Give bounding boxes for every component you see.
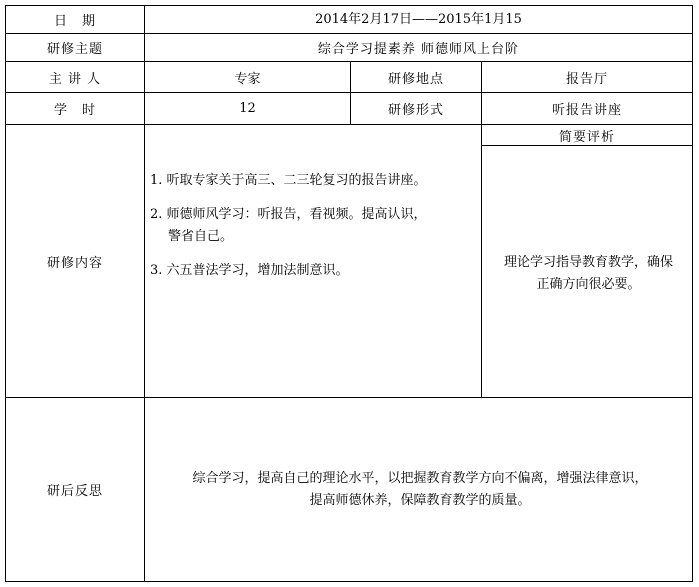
comment-line: 正确方向很必要。	[536, 277, 641, 292]
content-item: 警省自己。	[168, 229, 234, 244]
reflection-line: 提高师德休养，保障教育教学的质量。	[309, 493, 531, 508]
hours-label: 学 时	[53, 103, 96, 118]
comment-line: 理论学习指导教育教学，确保	[503, 255, 673, 270]
reflection-text	[150, 468, 690, 512]
lecturer-value: 专家	[234, 71, 261, 87]
content-item: 3. 六五普法学习，增加法制意识。	[150, 263, 349, 278]
format-value: 听报告讲座	[551, 103, 622, 118]
row-line	[481, 145, 693, 146]
col-line	[692, 5, 693, 582]
theme-label: 研修主题	[46, 42, 103, 57]
comment-label: 简要评析	[558, 129, 615, 145]
date-label: 日 期	[53, 14, 96, 29]
content-item: 1. 听取专家关于高三、二三轮复习的报告讲座。	[150, 173, 427, 188]
content-label: 研修内容	[46, 255, 103, 271]
reflection-label: 研后反思	[46, 484, 103, 499]
hours-value: 12	[239, 101, 256, 116]
lecturer-label: 主 讲 人	[48, 71, 102, 87]
theme-value: 综合学习提素养 师德师风上台阶	[317, 42, 520, 57]
format-label: 研修形式	[387, 103, 444, 118]
location-value: 报告厅	[565, 71, 608, 87]
row-line	[5, 581, 693, 582]
content-list	[150, 170, 475, 294]
content-item: 2. 师德师风学习：听报告，看视频。提高认识，	[150, 207, 427, 222]
location-label: 研修地点	[387, 71, 444, 87]
date-value: 2014年2月17日——2015年1月15	[315, 11, 522, 27]
comment-text	[486, 252, 691, 296]
reflection-line: 综合学习，提高自己的理论水平，以把握教育教学方向不偏离，增强法律意识，	[192, 471, 648, 486]
